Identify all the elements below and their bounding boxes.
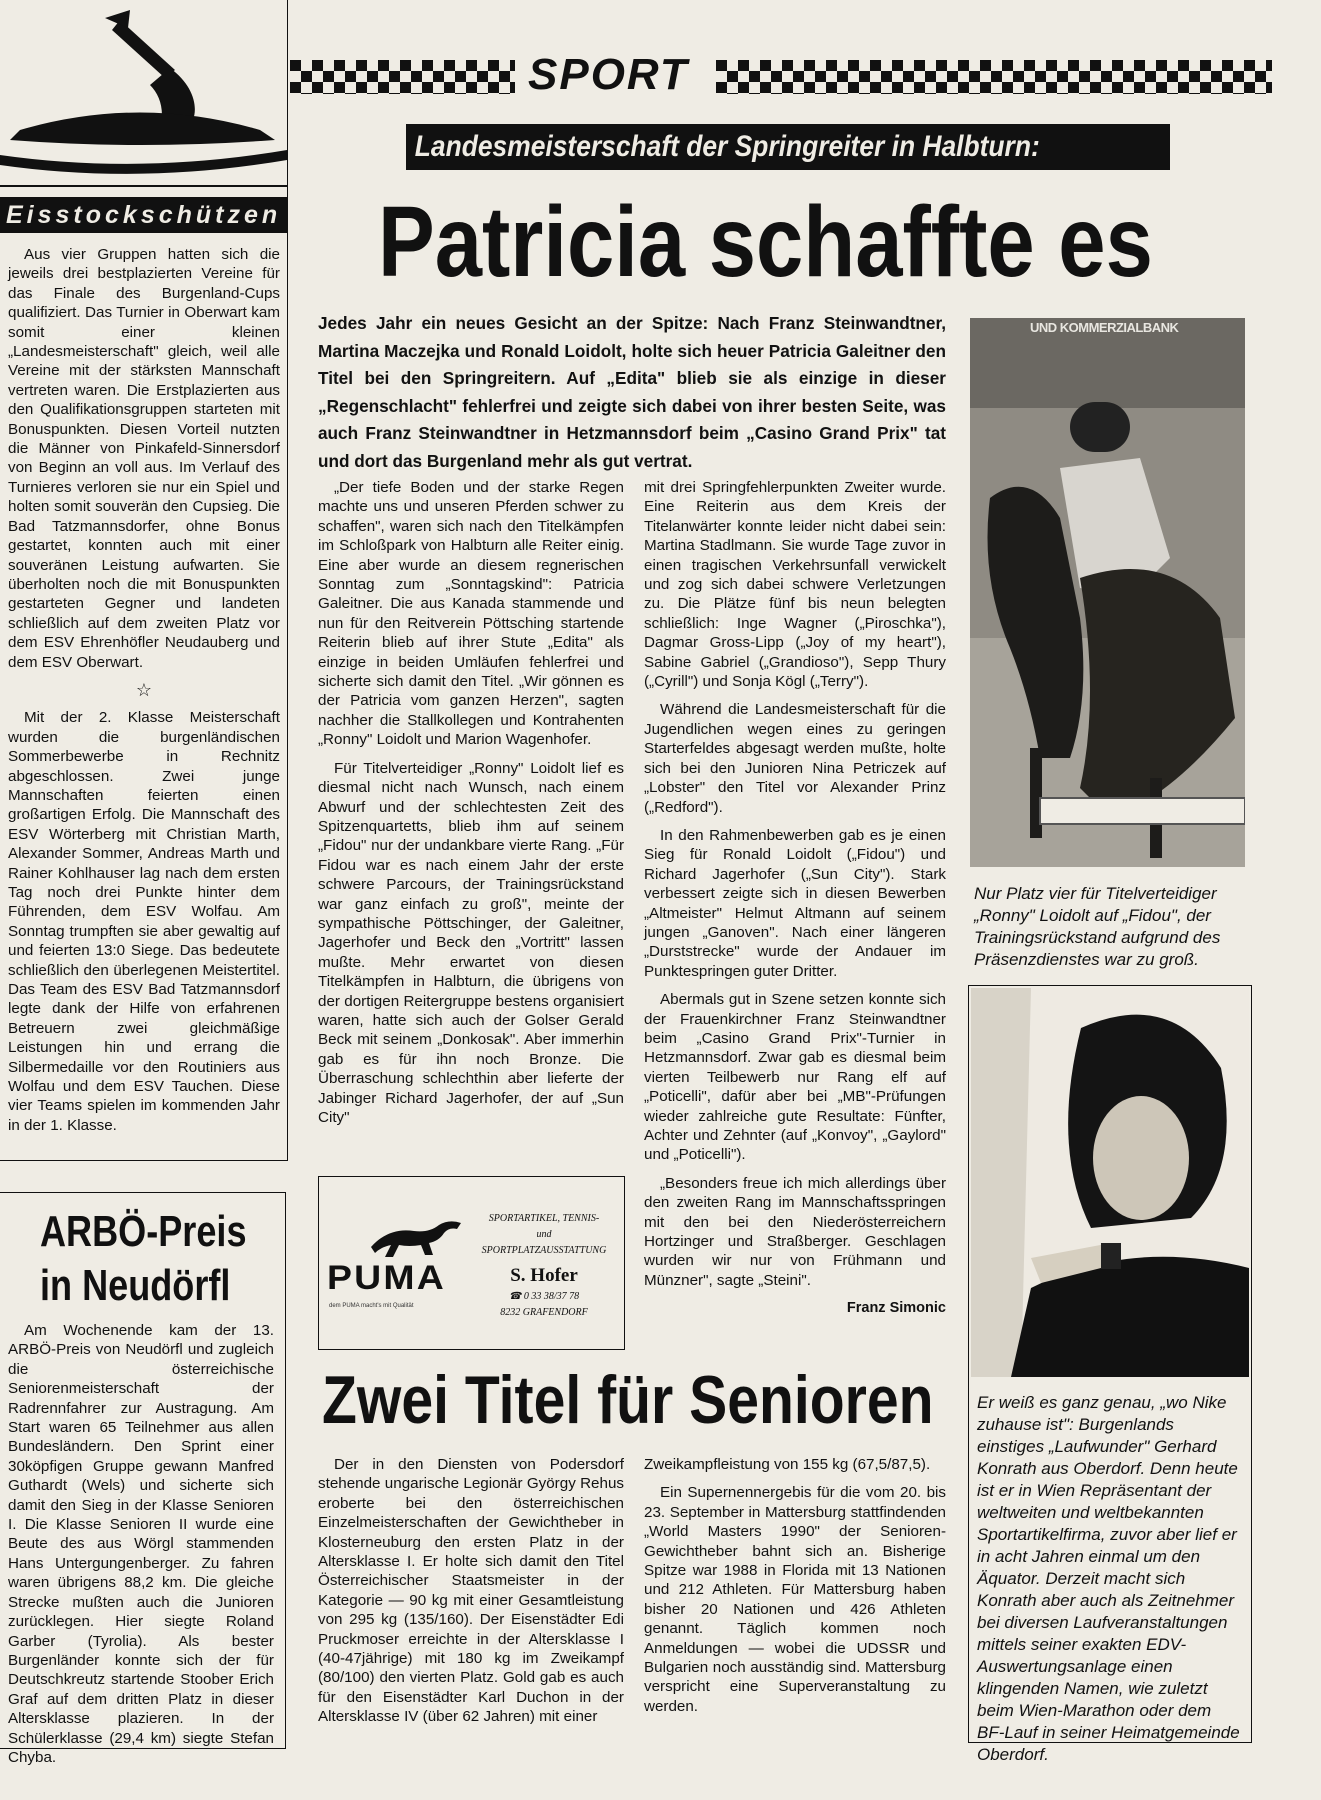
arboe-headline: ARBÖ-Preis in Neudörfl bbox=[40, 1207, 247, 1310]
main-headline: Patricia schaffte es bbox=[378, 186, 1153, 298]
senioren-col1: Der in den Diensten von Podersdorf stehende ungarische Legionär György Rehus eroberte bei den österreichischen Einzelmeisterschaften der Gewichtheber in Klosterneuburg den ersten Platz in der Altersklasse I. Er holte sich damit den Titel Österreichischer Staatsmeister in der Kategorie — 90 kg mit einer Gesamtleistung von 295 kg (135/160). Der Eisenstädter Edi Pruckmoser erreichte in der Altersklasse I (40-47jährige) mit 180 kg im Zweikampf (80/100) den vierten Platz. Gold gab es auch für den Eisenstädter Karl Duchon in der Altersklasse IV (über 62 Jahren) mit einer bbox=[318, 1456, 624, 1726]
main-article-col1: „Der tiefe Boden und der starke Regen machte uns und unseren Pferden schwer zu schaffen", waren sich nach den Titelkämpfen im Schloßpark von Halbturn alle Reiter einig. Eine aber wurde an diesem regnerischen Sonntag zum „Sonntagskind": Patricia Galeitner. Die aus Kanada stammende und nun für den Reitverein Pöttsching startende Reiterin blieb auf ihrer Stute „Edita" als einzige in beiden Umläufen fehlerfrei und sicherte sich damit den Titel. „Wir gönnen es der Patricia vom ganzen Herzen", sagten nachher die Stallkollegen und Kontrahenten „Ronny" Loidolt und Marion Wagenhofer. Für Titelverteidiger „Ronny" Loidolt lief es diesmal nicht nach Wunsch, nach einem Abwurf und der schlechtesten Zeit des Spitzenquartetts, blieb ihm auf seinem „Fidou" nur der undankbare vierte Rang. „Für Fidou war es nach einem Jahr der erste schwere Parcours, der Trainingsrückstand war ganz einfach zu groß", meinte der sympathische Pöttschinger, der Galeitner, Jagerhofer und Beck den „Vortritt" lassen mußte. Mehr erwartet von diesen Titelkämpfen in Halbturn, die übrigens von der dortigen Reitergruppe bestens organisiert waren, hatte sich auch der Golser Gerald Beck mit seinem „Donkosak". Aber immerhin gab es für ihn noch Bronze. Die Überraschung schlechthin aber lieferte der Jabinger Richard Jagerhofer, der auf „Sun City" bbox=[318, 479, 624, 1126]
konrath-image bbox=[971, 988, 1249, 1377]
puma-logo: PUMA bbox=[327, 1259, 446, 1297]
ad-name: S. Hofer bbox=[510, 1265, 578, 1286]
lead-paragraph: Jedes Jahr ein neues Gesicht an der Spitze: Nach Franz Steinwandtner, Martina Maczejka und Ronald Loidolt, holte sich heuer Patricia Galeitner den Titel bei den Springreitern. Auf „Edita" blieb sie als einzige in dieser „Regenschlacht" fehlerfrei und zeigte sich dabei von ihrer besten Seite, was auch Franz Steinwandtner in Hetzmannsdorf beim „Casino Grand Prix" tat und dort das Burgenland mehr als gut vertrat. bbox=[318, 313, 946, 471]
eisstock-box bbox=[0, 0, 288, 1161]
eisstock-heading: Eisstockschützen bbox=[0, 197, 287, 233]
photo1-banner: UND KOMMERZIALBANK bbox=[1030, 320, 1179, 335]
senioren-col2: Zweikampfleistung von 155 kg (67,5/87,5). Ein Supernennergebis für die vom 20. bis 23. September in Mattersburg stattfindenden „World Masters 1990" der Senioren-Gewichtheber bahnt sich an. Bisherige Spitze war 1988 in Florida mit 13 Nationen und 212 Athleten. Für Mattersburg haben bisher 20 Nationen und 426 Athleten genannt. Täglich kommen noch Anmeldungen — wobei die UDSSR und Bulgarien noch ausständig sind. Mattersburg verspricht eine Superveranstaltung zu werden. bbox=[644, 1456, 946, 1715]
konrath-photo bbox=[971, 988, 1249, 1377]
curling-stone-icon bbox=[0, 0, 287, 195]
rider-photo bbox=[970, 318, 1245, 867]
konrath-box bbox=[968, 985, 1252, 1764]
photo1-caption: Nur Platz vier für Titelverteidiger „Ronny" Loidolt auf „Fidou", der Trainingsrückstand aufgrund des Präsenzdienstes war zu groß. bbox=[974, 884, 1221, 969]
arboe-text: Am Wochenende kam der 13. ARBÖ-Preis von Neudörfl und zugleich die österreichische Seniorenmeisterschaft der Radrennfahrer zur Austragung. Am Start waren 65 Teilnehmer aus allen Bundesländern. Den Sprint einer 30köpfigen Gruppe gewann Manfred Guthardt (Wels) und sicherte sich damit den Sieg in der Klasse Senioren I. Die Klasse Senioren II wurde eine Beute des aus Wörgl stammenden Hans Untergungenberger. Zu fahren waren übrigens 88,2 km. Die gleiche Strecke mußten auch die Junioren zurücklegen. Hier siegte Roland Garber (Tyrolia). Als bester Burgenländer konnte sich der für Deutschkreutz startende Stoober Erich Graf auf dem dritten Platz in dieser Altersklasse plazieren. In der Schülerklasse (29,4 km) siegte Stefan Chyba. bbox=[8, 1322, 274, 1766]
puma-ad bbox=[318, 1176, 625, 1350]
author: Franz Simonic bbox=[846, 1300, 946, 1317]
rider-horse-image bbox=[970, 318, 1245, 867]
senioren-headline: Zwei Titel für Senioren bbox=[322, 1362, 934, 1438]
eisstock-text bbox=[8, 245, 280, 1144]
ad-fine-print: dem PUMA macht's mit Qualität bbox=[329, 1303, 414, 1309]
arboe-box bbox=[0, 1192, 286, 1766]
puma-cat-icon bbox=[369, 1217, 464, 1259]
checker-band-right bbox=[716, 60, 1272, 94]
star-separator: ☆ bbox=[135, 679, 153, 700]
ad-text: SPORTARTIKEL, TENNIS- und SPORTPLATZAUSSTATTUNG S. Hofer ☎ 0 33 38/37 78 8232 GRAFENDORF bbox=[469, 1211, 619, 1321]
checker-band-left bbox=[290, 60, 515, 94]
eisstock-paragraph-2: Mit der 2. Klasse Meisterschaft wurden die burgenländischen Sommerbewerbe in Rechnitz abgeschlossen. Zwei junge Mannschaften feierten einen großartigen Erfolg. Die Mannschaft des ESV Wörterberg mit Christian Marth, Alexander Sommer, Andreas Marth und Rainer Kohlhauser lag nach dem ersten Tag noch drei Punkte hinter dem Führenden, dem ESV Wolfau. Am Sonntag trumpften sie aber gewaltig auf und feierten 13:0 Siege. Das bedeutete schließlich den überlegenen Meistertitel. Das Team des ESV Bad Tatzmannsdorf legte dank der Hilfe von erfahrenen Betreuern zwei gleichmäßige Leistungen hin und errang die Silbermedaille vor den Routiniers aus Wolfau und dem ESV Tauchen. Diese vier Teams spielen im kommenden Jahr in der 1. Klasse. bbox=[8, 709, 280, 1134]
photo2-caption: Er weiß es ganz genau, „wo Nike zuhause ist": Burgenlands einstiges „Laufwunder" Gerhard Konrath aus Oberdorf. Denn heute ist er in Wien Repräsentant der weltweiten und weltbekannten Sportartikelfirma, zuvor aber lief er in acht Jahren einmal um den Äquator. Derzeit macht sich Konrath aber auch als Zeitnehmer bei diversen Laufveranstaltungen mittels seiner exakten EDV-Auswertungsanlage einen klingenden Namen, wie zuletzt beim Wien-Marathon oder dem BF-Lauf in seiner Heimatgemeinde Oberdorf. bbox=[977, 1393, 1240, 1764]
section-label: SPORT bbox=[528, 50, 689, 99]
kicker: Landesmeisterschaft der Springreiter in Halbturn: bbox=[406, 124, 1170, 170]
main-article-col2: mit drei Springfehlerpunkten Zweiter wurde. Eine Reiterin aus dem Kreis der Titelanwärter konnte leider nicht dabei sein: Martina Stadlmann. Sie wurde Tage zuvor in einen tragischen Verkehrsunfall verwickelt und zog sich dabei schwere Verletzungen zu. Die Plätze fünf bis neun belegten schließlich: Inge Wagner („Piroschka"), Dagmar Gross-Lipp („Joy of my heart"), Sabine Gabriel („Grandioso"), Sepp Thury („Cyrill") und Sonja Kögl („Terry"). Während die Landesmeisterschaft für die Jugendlichen wegen eines zu geringen Starterfeldes abgesagt werden mußte, holte sich bei den Junioren Nina Petriczek auf „Lobster" den Titel vor Alexander Prinz („Redford"). In den Rahmenbewerben gab es je einen Sieg für Ronald Loidolt („Fidou") und Richard Jagerhofer („Sun City"). Stark verbessert zeigte sich in diesen Bewerben „Altmeister" Helmut Altmann auf seinem jungen „Ganoven". Nach einer längeren „Durststrecke" wurde der Andauer im Punktespringen guter Dritter. Abermals gut in Szene setzen konnte sich der Frauenkirchner Franz Steinwandtner beim „Casino Grand Prix"-Turnier in Hetzmannsdorf. Zwar gab es diesmal beim vierten Teilbewerb nur Rang elf auf „Poticelli", dafür aber bei „MB"-Prüfungen wieder zahlreiche gute Resultate: Fünfter, Achter und Zehnter (auf „Konvoy", „Gaylord" und „Poticelli"). „Besonders freue ich mich allerdings über den zweiten Rang im Mannschaftsspringen mit den bei den Niederösterreichern Hortzinger und Straßberger. Geschlagen wurden wir nur von Frühmann und Münzner", sagte „Steini". Franz Simonic bbox=[644, 478, 946, 1319]
eisstock-paragraph-1: Aus vier Gruppen hatten sich die jeweils drei bestplazierten Vereine für das Finale des Burgenland-Cups qualifiziert. Das Turnier in Oberwart kam somit einer kleinen „Landesmeisterschaft" gleich, weil alle Vereine mit der stärksten Mannschaft vertreten waren. Die Erstplazierten aus den Qualifikationsgruppen starteten mit Bonuspunkten. Diesen Vorteil nutzten die Männer von Pinkafeld-Sinnersdorf von Beginn an voll aus. Im Verlauf des Turnieres verloren sie nur ein Spiel und holten somit souverän den Cupsieg. Die Bad Tatzmannsdorfer, ohne Bonus gestartet, konnten auch mit einer souveränen Leistung aufwarten. Sie überholten noch die mit Bonuspunkten gestarteten Gegner und landeten schließlich auf dem zweiten Platz vor dem ESV Ehrenhöfler Neudauberg und dem ESV Oberwart. bbox=[8, 246, 280, 671]
